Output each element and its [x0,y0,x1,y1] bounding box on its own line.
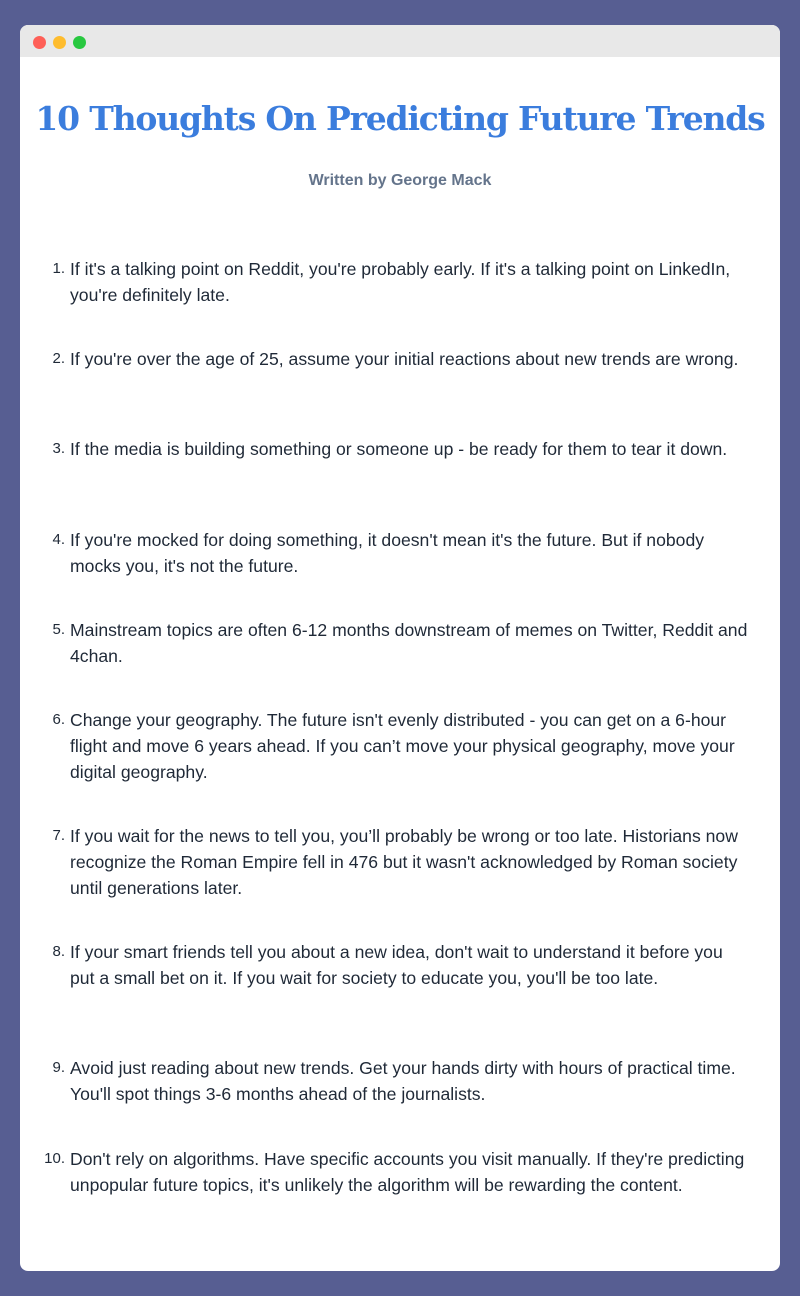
browser-window [20,25,780,1271]
list-item-text: If the media is building something or someone up - be ready for them to tear it down. [70,439,728,459]
list-item [52,346,750,372]
list-item-number: 6. [52,711,65,728]
maximize-window-icon[interactable] [73,36,86,49]
list-item [52,707,750,785]
list-item-text: Change your geography. The future isn't evenly distributed - you can get on a 6-hour flight and move 6 years ahead. If you can’t move your physical geography, move your digital geography. [70,710,735,782]
list-item-text: If you're mocked for doing something, it doesn't mean it's the future. But if nobody mocks you, it's not the future. [70,530,705,576]
list-item [52,1055,750,1107]
list-item [52,617,750,669]
minimize-window-icon[interactable] [53,36,66,49]
list-item-number: 7. [52,827,65,844]
list-item [52,823,750,901]
list-item [52,256,750,308]
list-item-text: If you're over the age of 25, assume your initial reactions about new trends are wrong. [70,349,739,369]
window-titlebar [20,25,780,57]
list-item-number: 2. [52,350,65,367]
list-item-number: 10. [44,1150,65,1167]
list-item-text: Don't rely on algorithms. Have specific accounts you visit manually. If they're predicting unpopular future topics, it's unlikely the algorithm will be rewarding the content. [70,1149,745,1195]
list-item-number: 8. [52,943,65,960]
list-item-number: 5. [52,621,65,638]
close-window-icon[interactable] [33,36,46,49]
list-item [52,436,750,462]
list-item-text: Mainstream topics are often 6-12 months downstream of memes on Twitter, Reddit and 4chan. [70,620,748,666]
list-item-text: If your smart friends tell you about a new idea, don't wait to understand it before you put a small bet on it. If you wait for society to educate you, you'll be too late. [70,942,723,988]
list-item-number: 1. [52,260,65,277]
list-item [44,1146,750,1198]
list-item-number: 3. [52,440,65,457]
article-title: 10 Thoughts On Predicting Future Trends [35,99,765,138]
list-item-text: Avoid just reading about new trends. Get your hands dirty with hours of practical time. You'll spot things 3-6 months ahead of the journalists. [70,1058,736,1104]
article-byline: Written by George Mack [308,172,492,189]
list-item-number: 4. [52,531,65,548]
list-item-number: 9. [52,1059,65,1076]
list-item [52,527,750,579]
list-item-text: If it's a talking point on Reddit, you're probably early. If it's a talking point on LinkedIn, you're definitely late. [70,259,731,305]
list-item-text: If you wait for the news to tell you, you’ll probably be wrong or too late. Historians now recognize the Roman Empire fell in 476 but it wasn't acknowledged by Roman society until generations later. [70,826,738,898]
list-item [52,939,750,991]
